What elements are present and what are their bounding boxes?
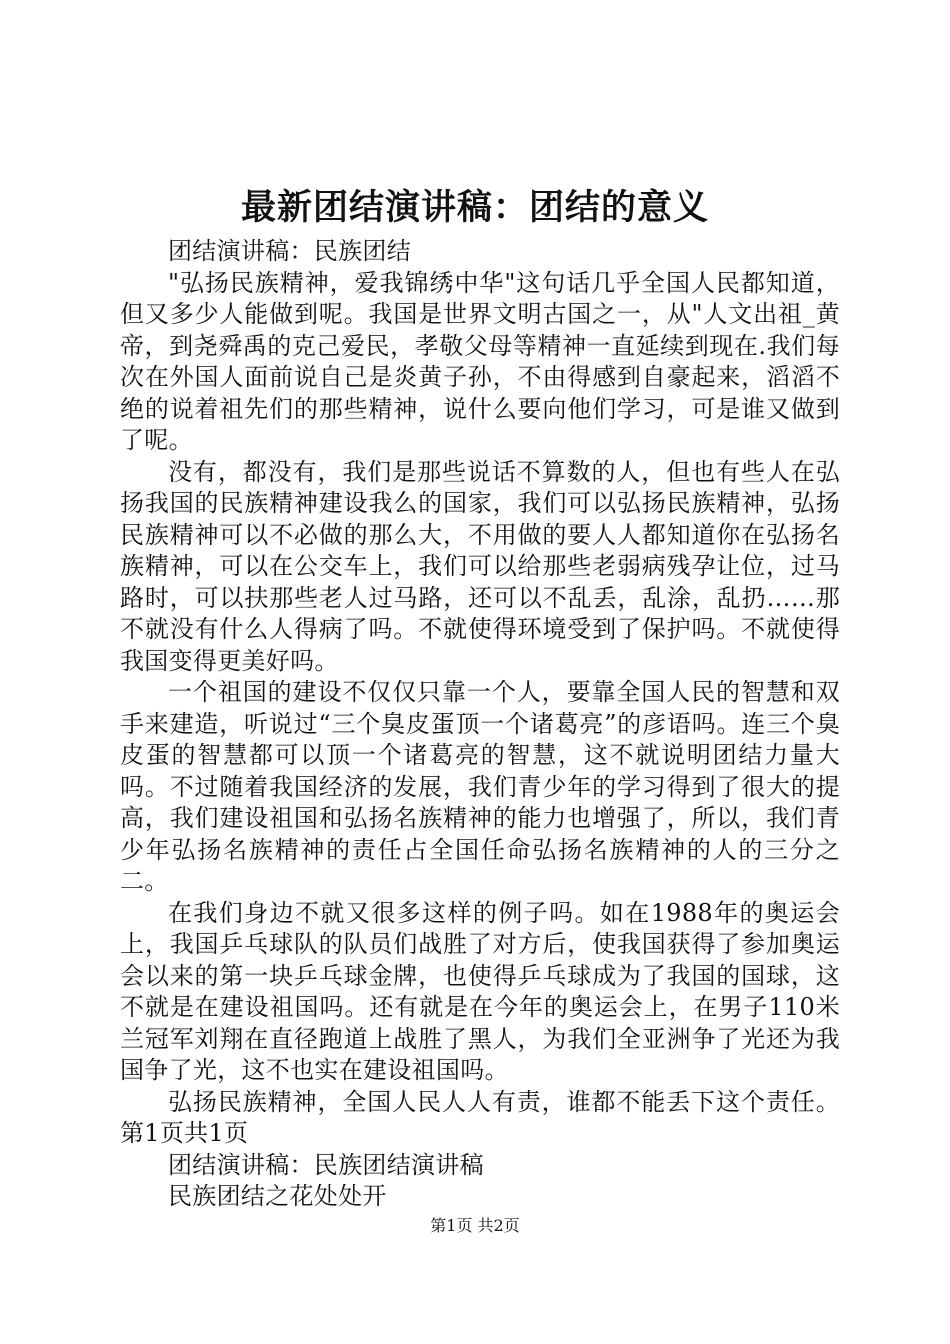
document-body	[120, 236, 840, 1213]
paragraph-subtitle: 团结演讲稿：民族团结	[168, 237, 411, 265]
paragraph-heading: 民族团结之花处处开	[168, 1182, 387, 1210]
paragraph: 一个祖国的建设不仅仅只靠一个人，要靠全国人民的智慧和双手来建造，听说过“三个臭皮蛋顶一个诸葛亮”的彦语吗。连三个臭皮蛋的智慧都可以顶一个诸葛亮的智慧，这不就说明团结力量大吗。不过随着我国经济的发展，我们青少年的学习得到了很大的提高，我们建设祖国和弘扬名族精神的能力也增强了，所以，我们青少年弘扬名族精神的责任占全国任命弘扬名族精神的人的三分之二。	[120, 678, 840, 895]
paragraph: 没有，都没有，我们是那些说话不算数的人，但也有些人在弘扬我国的民族精神建设我么的国家，我们可以弘扬民族精神，弘扬民族精神可以不必做的那么大，不用做的要人人都知道你在弘扬名族精神，可以在公交车上，我们可以给那些老弱病残孕让位，过马路时，可以扶那些老人过马路，还可以不乱丢，乱涂，乱扔……那不就没有什么人得病了吗。不就使得环境受到了保护吗。不就使得我国变得更美好吗。	[120, 457, 840, 675]
paragraph-heading: 团结演讲稿：民族团结演讲稿	[168, 1150, 484, 1179]
page-title: 最新团结演讲稿：团结的意义	[240, 187, 709, 228]
paragraph: 弘扬民族精神，全国人民人人有责，谁都不能丢下这个责任。第1页共1页	[120, 1087, 840, 1147]
paragraph: 在我们身边不就又很多这样的例子吗。如在1988年的奥运会上，我国乒乓球队的队员们战胜了对方后，使我国获得了参加奥运会以来的第一块乒乓球金牌，也使得乒乓球成为了我国的国球，这不就是在建设祖国吗。还有就是在今年的奥运会上，在男子110米兰冠军刘翔在直径跑道上战胜了黑人，为我们全亚洲争了光还为我国争了光，这不也实在建设祖国吗。	[120, 898, 840, 1084]
page-number-footer: 第1页 共2页	[430, 1216, 520, 1235]
paragraph: "弘扬民族精神，爱我锦绣中华"这句话几乎全国人民都知道，但又多少人能做到呢。我国是世界文明古国之一，从"人文出祖_黄帝，到尧舜禹的克己爱民，孝敬父母等精神一直延续到现在.我们每次在外国人面前说自己是炎黄子孙，不由得感到自豪起来，滔滔不绝的说着祖先们的那些精神，说什么要向他们学习，可是谁又做到了呢。	[120, 268, 840, 454]
